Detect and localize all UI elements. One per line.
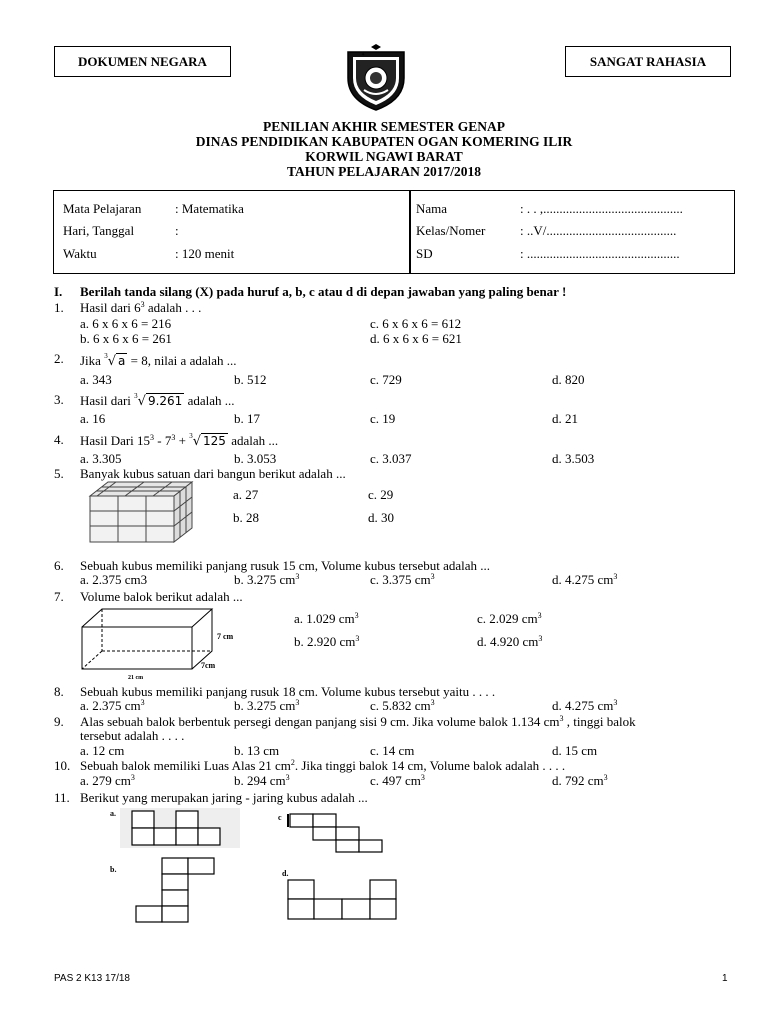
q5-option-a[interactable]: a. 27 bbox=[233, 487, 259, 502]
cube-net-b[interactable] bbox=[134, 856, 220, 926]
q2-option-c[interactable]: c. 729 bbox=[370, 372, 402, 387]
q6-option-d[interactable]: d. 4.275 $cm^3$ bbox=[552, 572, 618, 587]
q1-text: Hasil dari $6^3$ adalah . . . bbox=[80, 300, 202, 315]
q10-text: Sebuah balok memiliki Luas Alas 21 $cm^2$. Jika tinggi balok 14 cm, Volume balok adalah . . . . bbox=[80, 758, 566, 773]
sangat-rahasia-label: SANGAT RAHASIA bbox=[589, 53, 707, 69]
q9-text-line2: tersebut adalah . . . . bbox=[80, 728, 185, 743]
q1-option-c[interactable]: c. 6 x 6 x 6 = 612 bbox=[370, 316, 462, 331]
q10-option-c[interactable]: c. 497 $cm^3$ bbox=[370, 773, 425, 788]
q8-option-a[interactable]: a. 2.375 $cm^3$ bbox=[80, 698, 145, 713]
q4-number: 4. bbox=[54, 432, 64, 447]
q9-option-c[interactable]: c. 14 cm bbox=[370, 743, 415, 758]
q8-option-b[interactable]: b. 3.275 $cm^3$ bbox=[234, 698, 300, 713]
q8-option-d[interactable]: d. 4.275 $cm^3$ bbox=[552, 698, 618, 713]
name-field[interactable]: : . . ,........................................... bbox=[520, 201, 683, 216]
q1-option-b[interactable]: b. 6 x 6 x 6 = 261 bbox=[80, 331, 172, 346]
subject-label: Mata Pelajaran bbox=[63, 201, 142, 216]
q7-text: Volume balok berikut adalah ... bbox=[80, 589, 243, 604]
net-d-label: d. bbox=[282, 869, 289, 878]
q3-option-d[interactable]: d. 21 bbox=[552, 411, 578, 426]
cuboid-depth-label: 7cm bbox=[201, 661, 216, 670]
q5-number: 5. bbox=[54, 466, 64, 481]
section-number: I. bbox=[54, 284, 63, 299]
title-line-1: PENILIAN AKHIR SEMESTER GENAP bbox=[263, 119, 505, 134]
q7-option-d[interactable]: d. 4.920 $cm^3$ bbox=[477, 634, 543, 649]
q6-option-a[interactable]: a. 2.375 cm3 bbox=[80, 572, 148, 587]
cube-net-c[interactable] bbox=[286, 812, 390, 854]
cube-net-d[interactable] bbox=[286, 878, 398, 924]
subject-value: : Matematika bbox=[175, 201, 244, 216]
class-field[interactable]: : ..V/........................................ bbox=[520, 223, 677, 238]
q4-option-d[interactable]: d. 3.503 bbox=[552, 451, 595, 466]
section-instruction: Berilah tanda silang (X) pada huruf a, b, c atau d di depan jawaban yang paling benar ! bbox=[80, 284, 567, 299]
q5-text: Banyak kubus satuan dari bangun berikut adalah ... bbox=[80, 466, 346, 481]
dokumen-negara-label: DOKUMEN NEGARA bbox=[78, 53, 207, 69]
cube-net-a[interactable] bbox=[120, 808, 240, 848]
q7-option-a[interactable]: a. 1.029 $cm^3$ bbox=[294, 611, 359, 626]
q4-option-b[interactable]: b. 3.053 bbox=[234, 451, 277, 466]
q10-number: 10. bbox=[54, 758, 71, 773]
q3-text: Hasil dari $^3$√ 9.261 adalah ... bbox=[80, 392, 235, 409]
q4-text: Hasil Dari $15^3 - 7^3 + ^3√$ 125 adalah ... bbox=[80, 432, 279, 449]
cuboid-width-label: 21 cm bbox=[128, 675, 144, 681]
net-c-label: c bbox=[278, 813, 282, 822]
q2-option-d[interactable]: d. 820 bbox=[552, 372, 585, 387]
regency-emblem-icon bbox=[344, 44, 408, 112]
q9-option-a[interactable]: a. 12 cm bbox=[80, 743, 125, 758]
q1-option-d[interactable]: d. 6 x 6 x 6 = 621 bbox=[370, 331, 462, 346]
name-label: Nama bbox=[416, 201, 448, 216]
time-value: : 120 menit bbox=[175, 246, 235, 261]
q9-text: Alas sebuah balok berbentuk persegi dengan panjang sisi 9 cm. Jika volume balok 1.134 $cm^3$ , tinggi balok bbox=[80, 714, 636, 729]
q8-option-c[interactable]: c. 5.832 $cm^3$ bbox=[370, 698, 435, 713]
q3-option-b[interactable]: b. 17 bbox=[234, 411, 260, 426]
footer-code: PAS 2 K13 17/18 bbox=[54, 973, 130, 984]
q5-option-b[interactable]: b. 28 bbox=[233, 510, 259, 525]
q9-option-b[interactable]: b. 13 cm bbox=[234, 743, 280, 758]
q7-option-b[interactable]: b. 2.920 $cm^3$ bbox=[294, 634, 360, 649]
q5-option-c[interactable]: c. 29 bbox=[368, 487, 394, 502]
net-a-label: a. bbox=[110, 809, 116, 818]
q6-number: 6. bbox=[54, 558, 64, 573]
q6-option-b[interactable]: b. 3.275 $cm^3$ bbox=[234, 572, 300, 587]
q2-number: 2. bbox=[54, 351, 64, 366]
q2-option-a[interactable]: a. 343 bbox=[80, 372, 112, 387]
q8-number: 8. bbox=[54, 684, 64, 699]
q7-option-c[interactable]: c. 2.029 $cm^3$ bbox=[477, 611, 542, 626]
q10-option-d[interactable]: d. 792 $cm^3$ bbox=[552, 773, 608, 788]
q6-option-c[interactable]: c. 3.375 $cm^3$ bbox=[370, 572, 435, 587]
q2-option-b[interactable]: b. 512 bbox=[234, 372, 267, 387]
q8-text: Sebuah kubus memiliki panjang rusuk 18 cm. Volume kubus tersebut yaitu . . . . bbox=[80, 684, 496, 699]
q2-text: Jika $^3$√ a = 8, nilai a adalah ... bbox=[80, 352, 237, 369]
class-label: Kelas/Nomer bbox=[416, 223, 486, 238]
dokumen-negara-box bbox=[54, 46, 231, 77]
cube-stack-figure bbox=[88, 480, 198, 544]
date-label: Hari, Tanggal bbox=[63, 223, 135, 238]
q10-option-a[interactable]: a. 279 $cm^3$ bbox=[80, 773, 135, 788]
cuboid-figure bbox=[80, 605, 250, 681]
q1-option-a[interactable]: a. 6 x 6 x 6 = 216 bbox=[80, 316, 172, 331]
q4-option-a[interactable]: a. 3.305 bbox=[80, 451, 122, 466]
page-number: 1 bbox=[722, 973, 728, 984]
q9-option-d[interactable]: d. 15 cm bbox=[552, 743, 598, 758]
title-line-3: KORWIL NGAWI BARAT bbox=[305, 149, 463, 164]
net-b-label: b. bbox=[110, 865, 117, 874]
title-line-2: DINAS PENDIDIKAN KABUPATEN OGAN KOMERING ILIR bbox=[195, 134, 573, 149]
q11-number: 11. bbox=[54, 790, 70, 805]
q3-option-a[interactable]: a. 16 bbox=[80, 411, 106, 426]
q10-option-b[interactable]: b. 294 $cm^3$ bbox=[234, 773, 290, 788]
q1-number: 1. bbox=[54, 300, 64, 315]
q9-number: 9. bbox=[54, 714, 64, 729]
student-info-table bbox=[53, 190, 735, 274]
sangat-rahasia-box bbox=[565, 46, 731, 77]
school-field[interactable]: : ............................................... bbox=[520, 246, 680, 261]
cuboid-height-label: 7 cm bbox=[217, 632, 234, 641]
q6-text: Sebuah kubus memiliki panjang rusuk 15 cm, Volume kubus tersebut adalah ... bbox=[80, 558, 491, 573]
q3-number: 3. bbox=[54, 392, 64, 407]
q11-text: Berikut yang merupakan jaring - jaring kubus adalah ... bbox=[80, 790, 368, 805]
q7-number: 7. bbox=[54, 589, 64, 604]
q3-option-c[interactable]: c. 19 bbox=[370, 411, 396, 426]
q4-option-c[interactable]: c. 3.037 bbox=[370, 451, 412, 466]
title-line-4: TAHUN PELAJARAN 2017/2018 bbox=[286, 164, 481, 179]
time-label: Waktu bbox=[63, 246, 97, 261]
svg-text:✦: ✦ bbox=[361, 52, 366, 58]
school-label: SD bbox=[416, 246, 433, 261]
q5-option-d[interactable]: d. 30 bbox=[368, 510, 394, 525]
date-value: : bbox=[175, 223, 179, 238]
